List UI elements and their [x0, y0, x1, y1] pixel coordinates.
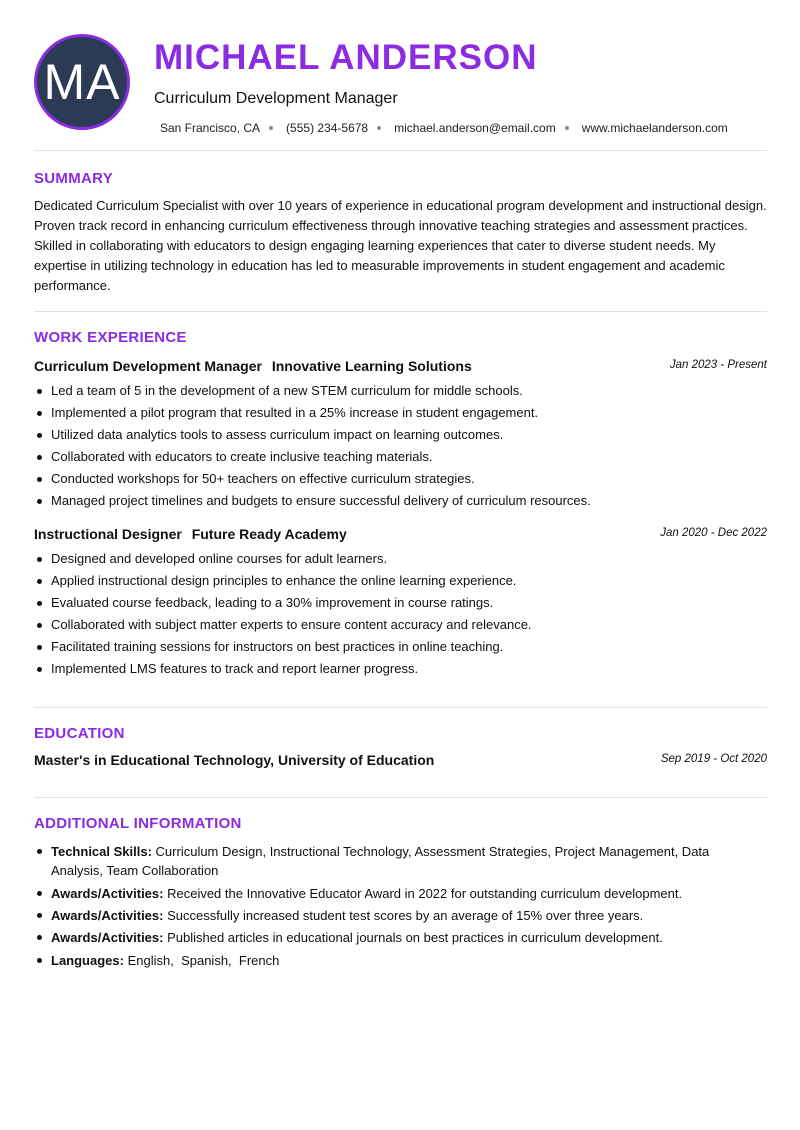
list-item: Collaborated with subject matter experts to ensure content accuracy and relevance. [34, 614, 767, 636]
dot-separator-icon [269, 126, 273, 130]
summary-text: Dedicated Curriculum Specialist with over 10 years of experience in educational program development and instructional design. Proven track record in enhancing curriculum effectiveness through innovative teaching strategies and assessment practices. Skilled in collaborating with educators to design engaging learning experiences that cater to diverse student needs. My expertise in utilizing technology in education has led to measurable improvements in student engagement and academic performance. [34, 198, 767, 293]
dot-separator-icon [377, 126, 381, 130]
education-heading: EDUCATION [34, 725, 125, 742]
education-dates: Sep 2019 - Oct 2020 [660, 753, 767, 765]
list-item [34, 842, 734, 880]
job-entry [34, 526, 767, 680]
list-item: Utilized data analytics tools to assess curriculum impact on learning outcomes. [34, 424, 767, 446]
item-label: Technical Skills: [51, 844, 152, 859]
dot-separator-icon [565, 126, 569, 130]
job-dates: Jan 2023 - Present [669, 359, 767, 371]
job-bullets [34, 380, 767, 512]
job-title [34, 526, 347, 542]
avatar-initials: MA [43, 54, 121, 110]
list-item: Evaluated course feedback, leading to a 30% improvement in course ratings. [34, 592, 767, 614]
additional-list [34, 842, 734, 973]
list-item: Implemented LMS features to track and report learner progress. [34, 658, 767, 680]
experience-heading: WORK EXPERIENCE [34, 329, 187, 346]
list-item [34, 951, 734, 970]
summary-heading: SUMMARY [34, 170, 114, 187]
item-label: Awards/Activities: [51, 930, 164, 945]
item-text: Curriculum Design, Instructional Technology, Assessment Strategies, Project Management, Data Analysis, Team Collaboration [51, 844, 710, 878]
item-text: Received the Innovative Educator Award in 2022 for outstanding curriculum development. [167, 886, 683, 901]
contact-website[interactable]: www.michaelanderson.com [581, 121, 728, 135]
contact-email[interactable]: michael.anderson@email.com [394, 121, 556, 135]
list-item: Conducted workshops for 50+ teachers on effective curriculum strategies. [34, 468, 767, 490]
contact-line [160, 121, 728, 135]
job-position: Instructional Designer [34, 526, 182, 542]
education-degree: Master's in Educational Technology, University of Education [34, 752, 435, 768]
list-item [34, 906, 734, 925]
resume-header [34, 34, 767, 138]
item-label: Awards/Activities: [51, 908, 164, 923]
divider [34, 150, 767, 151]
list-item: Managed project timelines and budgets to ensure successful delivery of curriculum resources. [34, 490, 767, 512]
item-text: Published articles in educational journals on best practices in curriculum development. [167, 930, 663, 945]
list-item [34, 884, 734, 903]
job-bullets [34, 548, 767, 680]
contact-location: San Francisco, CA [160, 121, 261, 135]
list-item: Designed and developed online courses for adult learners. [34, 548, 767, 570]
job-dates: Jan 2020 - Dec 2022 [660, 527, 767, 539]
item-label: Awards/Activities: [51, 886, 164, 901]
item-text: Successfully increased student test scores by an average of 15% over three years. [167, 908, 644, 923]
list-item: Led a team of 5 in the development of a new STEM curriculum for middle schools. [34, 380, 767, 402]
candidate-name: MICHAEL ANDERSON [154, 38, 538, 77]
job-position: Curriculum Development Manager [34, 358, 262, 374]
divider [34, 311, 767, 312]
list-item: Facilitated training sessions for instructors on best practices in online teaching. [34, 636, 767, 658]
additional-heading: ADDITIONAL INFORMATION [34, 815, 242, 832]
item-label: Languages: [51, 953, 124, 968]
list-item: Applied instructional design principles to enhance the online learning experience. [34, 570, 767, 592]
candidate-title: Curriculum Development Manager [154, 90, 398, 107]
job-title [34, 358, 472, 374]
avatar [34, 34, 130, 130]
divider [34, 797, 767, 798]
job-company: Future Ready Academy [191, 526, 347, 542]
list-item: Implemented a pilot program that resulted in a 25% increase in student engagement. [34, 402, 767, 424]
job-company: Innovative Learning Solutions [271, 358, 472, 374]
education-entry [34, 752, 767, 774]
job-entry [34, 358, 767, 512]
item-text: English, Spanish, French [127, 953, 280, 968]
divider [34, 707, 767, 708]
contact-phone: (555) 234-5678 [286, 121, 369, 135]
list-item [34, 928, 734, 947]
list-item: Collaborated with educators to create inclusive teaching materials. [34, 446, 767, 468]
